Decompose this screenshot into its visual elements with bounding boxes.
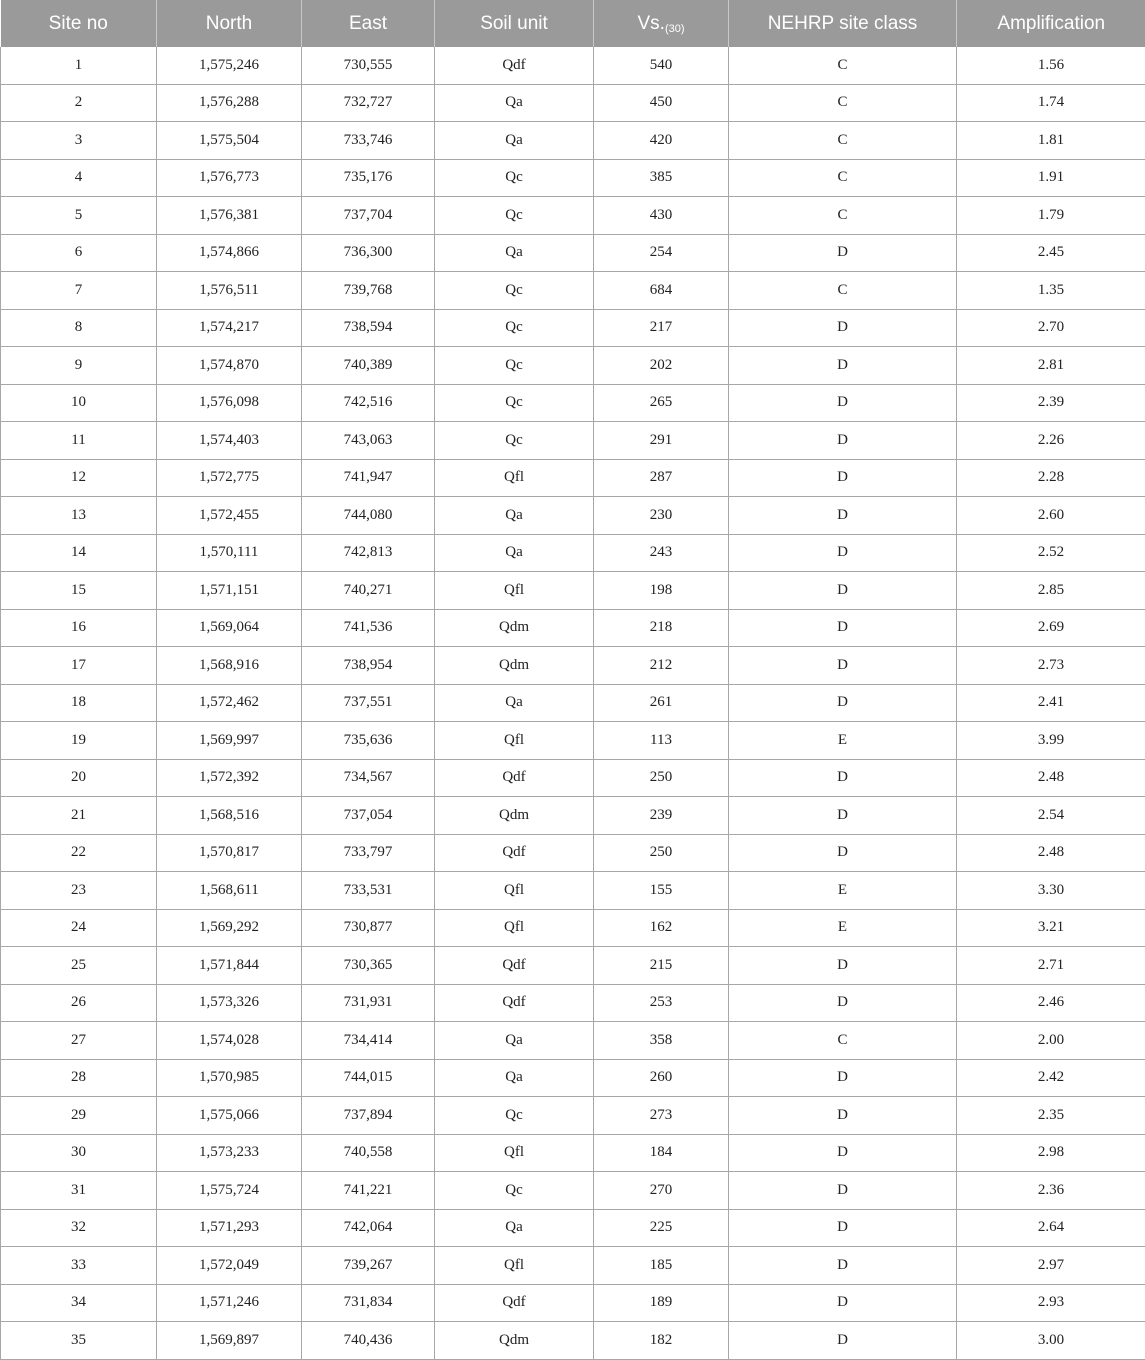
cell-nehrp-site-class: D bbox=[729, 1322, 957, 1360]
cell-east: 739,768 bbox=[302, 272, 435, 310]
header-vs30-main: Vs. bbox=[637, 13, 664, 34]
cell-nehrp-site-class: C bbox=[729, 1022, 957, 1060]
cell-site-no: 15 bbox=[1, 572, 157, 610]
cell-nehrp-site-class: D bbox=[729, 684, 957, 722]
header-soil-unit: Soil unit bbox=[435, 0, 594, 47]
cell-north: 1,568,611 bbox=[157, 872, 302, 910]
cell-east: 740,436 bbox=[302, 1322, 435, 1360]
table-row bbox=[1, 947, 1145, 985]
cell-amplification: 2.48 bbox=[957, 759, 1145, 797]
cell-vs30: 253 bbox=[594, 984, 729, 1022]
cell-soil-unit: Qdf bbox=[435, 834, 594, 872]
cell-amplification: 2.28 bbox=[957, 459, 1145, 497]
cell-vs30: 189 bbox=[594, 1284, 729, 1322]
header-site-no: Site no bbox=[1, 0, 157, 47]
table-row bbox=[1, 422, 1145, 460]
cell-east: 737,551 bbox=[302, 684, 435, 722]
cell-amplification: 2.93 bbox=[957, 1284, 1145, 1322]
cell-amplification: 1.74 bbox=[957, 84, 1145, 122]
table-row bbox=[1, 722, 1145, 760]
cell-nehrp-site-class: D bbox=[729, 309, 957, 347]
cell-nehrp-site-class: D bbox=[729, 834, 957, 872]
cell-site-no: 22 bbox=[1, 834, 157, 872]
cell-site-no: 13 bbox=[1, 497, 157, 535]
cell-east: 733,746 bbox=[302, 122, 435, 160]
cell-soil-unit: Qdm bbox=[435, 797, 594, 835]
cell-soil-unit: Qc bbox=[435, 159, 594, 197]
cell-soil-unit: Qfl bbox=[435, 872, 594, 910]
cell-amplification: 3.30 bbox=[957, 872, 1145, 910]
cell-soil-unit: Qc bbox=[435, 422, 594, 460]
cell-vs30: 287 bbox=[594, 459, 729, 497]
cell-site-no: 9 bbox=[1, 347, 157, 385]
cell-nehrp-site-class: D bbox=[729, 384, 957, 422]
cell-soil-unit: Qfl bbox=[435, 1134, 594, 1172]
cell-vs30: 250 bbox=[594, 759, 729, 797]
cell-site-no: 35 bbox=[1, 1322, 157, 1360]
cell-soil-unit: Qdf bbox=[435, 47, 594, 84]
cell-amplification: 2.73 bbox=[957, 647, 1145, 685]
cell-soil-unit: Qa bbox=[435, 1059, 594, 1097]
cell-amplification: 2.42 bbox=[957, 1059, 1145, 1097]
cell-north: 1,573,326 bbox=[157, 984, 302, 1022]
cell-site-no: 16 bbox=[1, 609, 157, 647]
table-row bbox=[1, 497, 1145, 535]
table-row bbox=[1, 1172, 1145, 1210]
cell-east: 742,813 bbox=[302, 534, 435, 572]
table-row bbox=[1, 84, 1145, 122]
cell-soil-unit: Qdf bbox=[435, 984, 594, 1022]
cell-vs30: 243 bbox=[594, 534, 729, 572]
cell-nehrp-site-class: D bbox=[729, 347, 957, 385]
cell-soil-unit: Qfl bbox=[435, 1247, 594, 1285]
cell-amplification: 1.91 bbox=[957, 159, 1145, 197]
cell-soil-unit: Qfl bbox=[435, 459, 594, 497]
cell-east: 742,064 bbox=[302, 1209, 435, 1247]
table-row bbox=[1, 309, 1145, 347]
cell-site-no: 27 bbox=[1, 1022, 157, 1060]
cell-east: 735,176 bbox=[302, 159, 435, 197]
cell-east: 733,797 bbox=[302, 834, 435, 872]
cell-north: 1,576,511 bbox=[157, 272, 302, 310]
cell-site-no: 17 bbox=[1, 647, 157, 685]
cell-vs30: 420 bbox=[594, 122, 729, 160]
cell-site-no: 11 bbox=[1, 422, 157, 460]
cell-amplification: 1.81 bbox=[957, 122, 1145, 160]
cell-site-no: 23 bbox=[1, 872, 157, 910]
cell-site-no: 8 bbox=[1, 309, 157, 347]
cell-north: 1,570,817 bbox=[157, 834, 302, 872]
cell-site-no: 20 bbox=[1, 759, 157, 797]
cell-soil-unit: Qa bbox=[435, 234, 594, 272]
cell-east: 737,704 bbox=[302, 197, 435, 235]
cell-site-no: 12 bbox=[1, 459, 157, 497]
cell-soil-unit: Qdf bbox=[435, 759, 594, 797]
cell-amplification: 3.00 bbox=[957, 1322, 1145, 1360]
cell-soil-unit: Qa bbox=[435, 122, 594, 160]
cell-north: 1,570,985 bbox=[157, 1059, 302, 1097]
cell-east: 735,636 bbox=[302, 722, 435, 760]
cell-nehrp-site-class: C bbox=[729, 47, 957, 84]
cell-site-no: 30 bbox=[1, 1134, 157, 1172]
cell-nehrp-site-class: D bbox=[729, 1284, 957, 1322]
cell-soil-unit: Qa bbox=[435, 1022, 594, 1060]
cell-site-no: 29 bbox=[1, 1097, 157, 1135]
cell-site-no: 32 bbox=[1, 1209, 157, 1247]
cell-site-no: 2 bbox=[1, 84, 157, 122]
table-row bbox=[1, 1247, 1145, 1285]
cell-soil-unit: Qdf bbox=[435, 1284, 594, 1322]
cell-amplification: 2.35 bbox=[957, 1097, 1145, 1135]
cell-site-no: 5 bbox=[1, 197, 157, 235]
cell-east: 730,555 bbox=[302, 47, 435, 84]
table-row bbox=[1, 234, 1145, 272]
cell-north: 1,572,392 bbox=[157, 759, 302, 797]
cell-site-no: 3 bbox=[1, 122, 157, 160]
header-vs30-subscript: (30) bbox=[665, 23, 685, 35]
cell-site-no: 7 bbox=[1, 272, 157, 310]
cell-east: 741,536 bbox=[302, 609, 435, 647]
cell-amplification: 2.97 bbox=[957, 1247, 1145, 1285]
cell-vs30: 291 bbox=[594, 422, 729, 460]
cell-nehrp-site-class: C bbox=[729, 197, 957, 235]
cell-soil-unit: Qc bbox=[435, 272, 594, 310]
cell-amplification: 3.99 bbox=[957, 722, 1145, 760]
cell-nehrp-site-class: E bbox=[729, 909, 957, 947]
cell-east: 741,221 bbox=[302, 1172, 435, 1210]
cell-nehrp-site-class: D bbox=[729, 572, 957, 610]
cell-north: 1,571,246 bbox=[157, 1284, 302, 1322]
cell-vs30: 198 bbox=[594, 572, 729, 610]
cell-vs30: 155 bbox=[594, 872, 729, 910]
cell-amplification: 2.39 bbox=[957, 384, 1145, 422]
cell-vs30: 254 bbox=[594, 234, 729, 272]
cell-vs30: 212 bbox=[594, 647, 729, 685]
cell-east: 740,558 bbox=[302, 1134, 435, 1172]
cell-nehrp-site-class: D bbox=[729, 1134, 957, 1172]
cell-vs30: 185 bbox=[594, 1247, 729, 1285]
cell-amplification: 2.54 bbox=[957, 797, 1145, 835]
cell-amplification: 2.98 bbox=[957, 1134, 1145, 1172]
table-row bbox=[1, 572, 1145, 610]
cell-nehrp-site-class: D bbox=[729, 609, 957, 647]
cell-nehrp-site-class: D bbox=[729, 759, 957, 797]
cell-amplification: 2.85 bbox=[957, 572, 1145, 610]
table-row bbox=[1, 272, 1145, 310]
cell-nehrp-site-class: D bbox=[729, 234, 957, 272]
table-row bbox=[1, 1284, 1145, 1322]
cell-nehrp-site-class: E bbox=[729, 872, 957, 910]
cell-vs30: 260 bbox=[594, 1059, 729, 1097]
table-header bbox=[1, 0, 1145, 47]
cell-soil-unit: Qa bbox=[435, 684, 594, 722]
cell-site-no: 34 bbox=[1, 1284, 157, 1322]
cell-north: 1,572,455 bbox=[157, 497, 302, 535]
cell-site-no: 6 bbox=[1, 234, 157, 272]
cell-soil-unit: Qc bbox=[435, 197, 594, 235]
cell-soil-unit: Qfl bbox=[435, 909, 594, 947]
cell-east: 732,727 bbox=[302, 84, 435, 122]
cell-north: 1,571,844 bbox=[157, 947, 302, 985]
cell-vs30: 261 bbox=[594, 684, 729, 722]
cell-north: 1,574,870 bbox=[157, 347, 302, 385]
cell-site-no: 19 bbox=[1, 722, 157, 760]
cell-amplification: 2.48 bbox=[957, 834, 1145, 872]
cell-vs30: 684 bbox=[594, 272, 729, 310]
table-row bbox=[1, 1059, 1145, 1097]
cell-vs30: 358 bbox=[594, 1022, 729, 1060]
cell-north: 1,576,773 bbox=[157, 159, 302, 197]
cell-amplification: 2.64 bbox=[957, 1209, 1145, 1247]
cell-east: 739,267 bbox=[302, 1247, 435, 1285]
header-amplification: Amplification bbox=[957, 0, 1145, 47]
cell-amplification: 2.71 bbox=[957, 947, 1145, 985]
table-row bbox=[1, 159, 1145, 197]
cell-nehrp-site-class: C bbox=[729, 122, 957, 160]
cell-soil-unit: Qdm bbox=[435, 647, 594, 685]
cell-nehrp-site-class: C bbox=[729, 272, 957, 310]
cell-site-no: 31 bbox=[1, 1172, 157, 1210]
cell-soil-unit: Qa bbox=[435, 497, 594, 535]
cell-east: 737,894 bbox=[302, 1097, 435, 1135]
header-row bbox=[1, 0, 1145, 47]
cell-vs30: 217 bbox=[594, 309, 729, 347]
cell-north: 1,568,516 bbox=[157, 797, 302, 835]
cell-nehrp-site-class: D bbox=[729, 797, 957, 835]
cell-north: 1,569,997 bbox=[157, 722, 302, 760]
cell-amplification: 2.41 bbox=[957, 684, 1145, 722]
cell-vs30: 430 bbox=[594, 197, 729, 235]
cell-soil-unit: Qdf bbox=[435, 947, 594, 985]
cell-north: 1,572,775 bbox=[157, 459, 302, 497]
cell-soil-unit: Qa bbox=[435, 84, 594, 122]
table-row bbox=[1, 1022, 1145, 1060]
table-body bbox=[1, 47, 1145, 1359]
cell-soil-unit: Qdm bbox=[435, 1322, 594, 1360]
cell-north: 1,575,066 bbox=[157, 1097, 302, 1135]
cell-east: 734,414 bbox=[302, 1022, 435, 1060]
table-row bbox=[1, 872, 1145, 910]
cell-east: 744,015 bbox=[302, 1059, 435, 1097]
cell-nehrp-site-class: D bbox=[729, 459, 957, 497]
cell-soil-unit: Qfl bbox=[435, 572, 594, 610]
cell-north: 1,572,462 bbox=[157, 684, 302, 722]
cell-amplification: 2.69 bbox=[957, 609, 1145, 647]
header-east: East bbox=[302, 0, 435, 47]
cell-soil-unit: Qdm bbox=[435, 609, 594, 647]
table-row bbox=[1, 1209, 1145, 1247]
header-north: North bbox=[157, 0, 302, 47]
table-row bbox=[1, 1322, 1145, 1360]
cell-site-no: 4 bbox=[1, 159, 157, 197]
cell-site-no: 10 bbox=[1, 384, 157, 422]
cell-north: 1,574,028 bbox=[157, 1022, 302, 1060]
table-row bbox=[1, 909, 1145, 947]
cell-east: 731,931 bbox=[302, 984, 435, 1022]
cell-north: 1,575,504 bbox=[157, 122, 302, 160]
cell-east: 742,516 bbox=[302, 384, 435, 422]
cell-vs30: 385 bbox=[594, 159, 729, 197]
cell-north: 1,574,403 bbox=[157, 422, 302, 460]
cell-east: 734,567 bbox=[302, 759, 435, 797]
cell-east: 733,531 bbox=[302, 872, 435, 910]
cell-amplification: 2.60 bbox=[957, 497, 1145, 535]
cell-nehrp-site-class: D bbox=[729, 1097, 957, 1135]
cell-amplification: 2.36 bbox=[957, 1172, 1145, 1210]
cell-soil-unit: Qc bbox=[435, 309, 594, 347]
cell-north: 1,569,897 bbox=[157, 1322, 302, 1360]
cell-vs30: 182 bbox=[594, 1322, 729, 1360]
table-row bbox=[1, 347, 1145, 385]
table-row bbox=[1, 797, 1145, 835]
cell-soil-unit: Qfl bbox=[435, 722, 594, 760]
table-row bbox=[1, 534, 1145, 572]
cell-site-no: 26 bbox=[1, 984, 157, 1022]
cell-vs30: 450 bbox=[594, 84, 729, 122]
table-row bbox=[1, 984, 1145, 1022]
cell-north: 1,569,292 bbox=[157, 909, 302, 947]
table-row bbox=[1, 384, 1145, 422]
cell-site-no: 18 bbox=[1, 684, 157, 722]
table-row bbox=[1, 197, 1145, 235]
cell-nehrp-site-class: D bbox=[729, 422, 957, 460]
cell-east: 743,063 bbox=[302, 422, 435, 460]
cell-north: 1,576,098 bbox=[157, 384, 302, 422]
cell-amplification: 2.52 bbox=[957, 534, 1145, 572]
cell-north: 1,575,246 bbox=[157, 47, 302, 84]
cell-nehrp-site-class: D bbox=[729, 1059, 957, 1097]
table-row bbox=[1, 122, 1145, 160]
cell-north: 1,571,151 bbox=[157, 572, 302, 610]
table-row bbox=[1, 1134, 1145, 1172]
cell-vs30: 184 bbox=[594, 1134, 729, 1172]
cell-north: 1,574,866 bbox=[157, 234, 302, 272]
cell-vs30: 239 bbox=[594, 797, 729, 835]
cell-nehrp-site-class: D bbox=[729, 647, 957, 685]
cell-amplification: 2.00 bbox=[957, 1022, 1145, 1060]
cell-vs30: 202 bbox=[594, 347, 729, 385]
cell-east: 738,954 bbox=[302, 647, 435, 685]
cell-soil-unit: Qc bbox=[435, 347, 594, 385]
header-vs30 bbox=[594, 0, 729, 47]
table-row bbox=[1, 609, 1145, 647]
table-row bbox=[1, 47, 1145, 84]
cell-nehrp-site-class: D bbox=[729, 984, 957, 1022]
table-row bbox=[1, 834, 1145, 872]
cell-vs30: 225 bbox=[594, 1209, 729, 1247]
cell-east: 730,365 bbox=[302, 947, 435, 985]
cell-vs30: 250 bbox=[594, 834, 729, 872]
cell-north: 1,568,916 bbox=[157, 647, 302, 685]
cell-site-no: 14 bbox=[1, 534, 157, 572]
cell-north: 1,573,233 bbox=[157, 1134, 302, 1172]
cell-amplification: 2.45 bbox=[957, 234, 1145, 272]
cell-east: 738,594 bbox=[302, 309, 435, 347]
cell-nehrp-site-class: D bbox=[729, 497, 957, 535]
table-row bbox=[1, 647, 1145, 685]
cell-east: 736,300 bbox=[302, 234, 435, 272]
cell-north: 1,569,064 bbox=[157, 609, 302, 647]
cell-nehrp-site-class: E bbox=[729, 722, 957, 760]
cell-amplification: 2.46 bbox=[957, 984, 1145, 1022]
cell-east: 737,054 bbox=[302, 797, 435, 835]
cell-amplification: 1.56 bbox=[957, 47, 1145, 84]
cell-north: 1,574,217 bbox=[157, 309, 302, 347]
cell-vs30: 230 bbox=[594, 497, 729, 535]
cell-amplification: 2.81 bbox=[957, 347, 1145, 385]
cell-east: 741,947 bbox=[302, 459, 435, 497]
cell-north: 1,576,381 bbox=[157, 197, 302, 235]
cell-east: 740,271 bbox=[302, 572, 435, 610]
cell-north: 1,576,288 bbox=[157, 84, 302, 122]
cell-north: 1,570,111 bbox=[157, 534, 302, 572]
cell-nehrp-site-class: D bbox=[729, 1172, 957, 1210]
cell-nehrp-site-class: C bbox=[729, 84, 957, 122]
table-row bbox=[1, 459, 1145, 497]
cell-nehrp-site-class: C bbox=[729, 159, 957, 197]
cell-site-no: 21 bbox=[1, 797, 157, 835]
table-row bbox=[1, 759, 1145, 797]
cell-vs30: 540 bbox=[594, 47, 729, 84]
cell-soil-unit: Qa bbox=[435, 1209, 594, 1247]
cell-soil-unit: Qc bbox=[435, 1097, 594, 1135]
cell-north: 1,571,293 bbox=[157, 1209, 302, 1247]
cell-soil-unit: Qa bbox=[435, 534, 594, 572]
cell-site-no: 28 bbox=[1, 1059, 157, 1097]
cell-nehrp-site-class: D bbox=[729, 1209, 957, 1247]
cell-site-no: 25 bbox=[1, 947, 157, 985]
cell-amplification: 3.21 bbox=[957, 909, 1145, 947]
cell-site-no: 33 bbox=[1, 1247, 157, 1285]
cell-amplification: 2.26 bbox=[957, 422, 1145, 460]
cell-vs30: 273 bbox=[594, 1097, 729, 1135]
cell-vs30: 162 bbox=[594, 909, 729, 947]
header-nehrp-site-class: NEHRP site class bbox=[729, 0, 957, 47]
cell-vs30: 215 bbox=[594, 947, 729, 985]
cell-vs30: 265 bbox=[594, 384, 729, 422]
cell-amplification: 2.70 bbox=[957, 309, 1145, 347]
cell-north: 1,572,049 bbox=[157, 1247, 302, 1285]
cell-site-no: 1 bbox=[1, 47, 157, 84]
cell-east: 744,080 bbox=[302, 497, 435, 535]
cell-amplification: 1.35 bbox=[957, 272, 1145, 310]
cell-site-no: 24 bbox=[1, 909, 157, 947]
cell-nehrp-site-class: D bbox=[729, 947, 957, 985]
cell-vs30: 218 bbox=[594, 609, 729, 647]
cell-nehrp-site-class: D bbox=[729, 1247, 957, 1285]
cell-vs30: 113 bbox=[594, 722, 729, 760]
cell-east: 731,834 bbox=[302, 1284, 435, 1322]
cell-east: 730,877 bbox=[302, 909, 435, 947]
cell-nehrp-site-class: D bbox=[729, 534, 957, 572]
table-row bbox=[1, 684, 1145, 722]
cell-east: 740,389 bbox=[302, 347, 435, 385]
cell-amplification: 1.79 bbox=[957, 197, 1145, 235]
cell-soil-unit: Qc bbox=[435, 384, 594, 422]
cell-vs30: 270 bbox=[594, 1172, 729, 1210]
cell-north: 1,575,724 bbox=[157, 1172, 302, 1210]
cell-soil-unit: Qc bbox=[435, 1172, 594, 1210]
table-row bbox=[1, 1097, 1145, 1135]
